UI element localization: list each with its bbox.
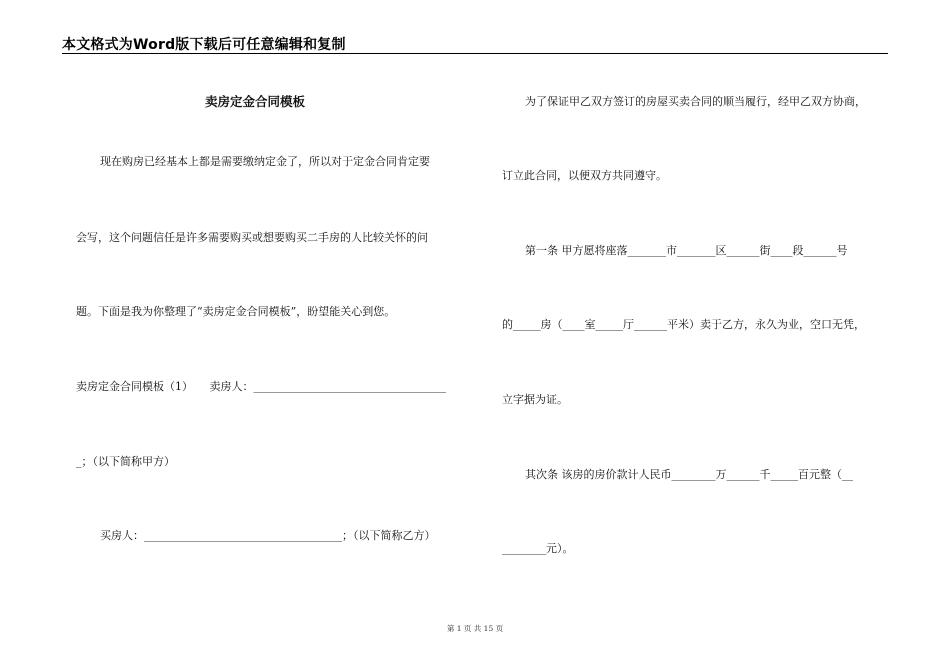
buyer-line: 买房人：____________________________________；（以下简称乙方） [100, 529, 436, 542]
paragraph-line: 现在购房已经基本上都是需要缴纳定金了，所以对于定金合同肯定要 [100, 155, 430, 168]
document-title: 卖房定金合同模板 [205, 94, 306, 109]
paragraph-line: _；（以下简称甲方） [76, 455, 175, 468]
clause-2-line: 其次条 该房的房价款计人民币________万______千_____百元整（__ [525, 468, 853, 481]
paragraph-line: 为了保证甲乙双方签订的房屋买卖合同的顺当履行，经甲乙双方协商， [525, 95, 866, 108]
paragraph-line: 立字据为证。 [502, 393, 568, 406]
page-number: 第 1 页 共 15 页 [446, 624, 504, 633]
paragraph-line: 订立此合同，以便双方共同遵守。 [502, 169, 667, 182]
paragraph-line: 题。下面是我为你整理了“卖房定金合同模板”，盼望能关心到您。 [76, 305, 396, 318]
paragraph-line: 的_____房（____室_____厅______平米）卖于乙方，永久为业，空口无凭， [502, 318, 865, 331]
paragraph-line: 会写，这个问题信任是许多需要购买或想要购买二手房的人比较关怀的问 [76, 231, 428, 244]
header-rule [62, 53, 888, 54]
paragraph-line: ________元）。 [502, 542, 574, 555]
seller-line: 卖房定金合同模板（1） 卖房人：___________________________________ [76, 380, 446, 393]
clause-1-line: 第一条 甲方愿将座落_______市_______区______街____段______号 [525, 244, 848, 257]
document-banner: 本文格式为Word版下载后可任意编辑和复制 [62, 37, 346, 53]
